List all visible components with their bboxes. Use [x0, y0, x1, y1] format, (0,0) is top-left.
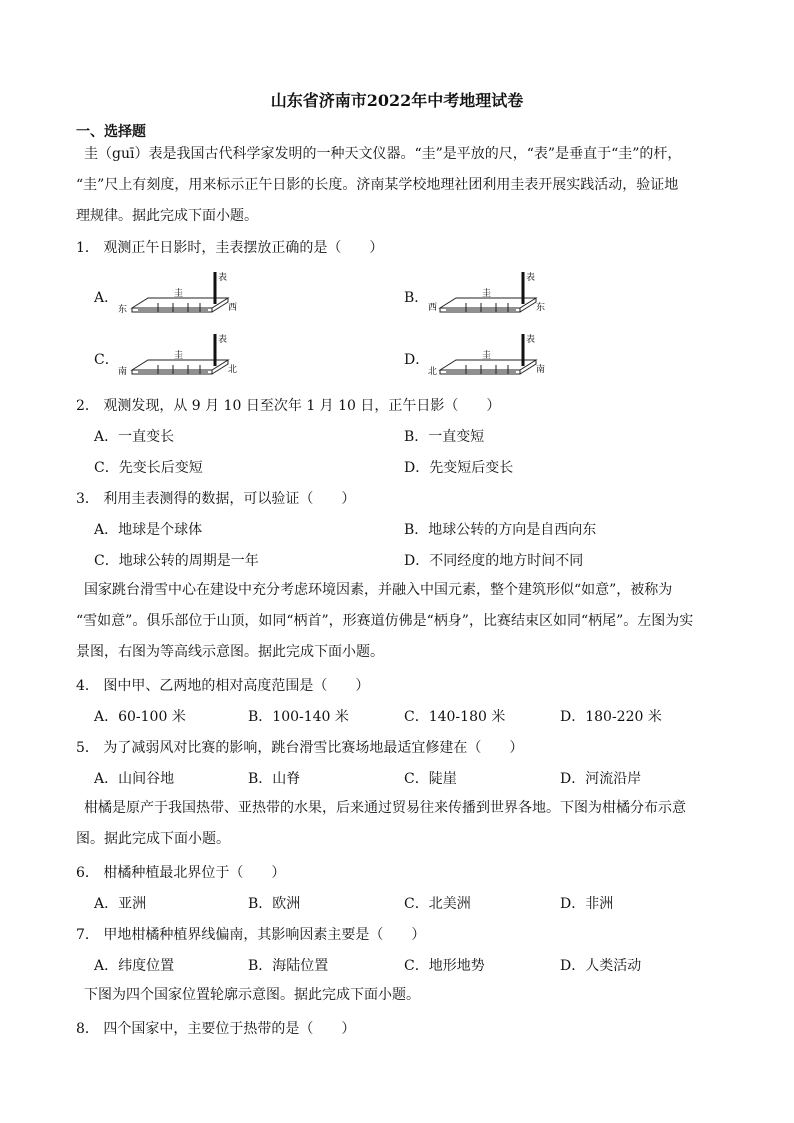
q1-d-left-dir: 北	[428, 367, 438, 377]
q1-b-biao-label: 表	[526, 273, 536, 283]
q1-option-d-diagram	[426, 330, 556, 386]
q4-option-d[interactable]: D．180-220 米	[560, 709, 662, 725]
q1-option-a-letter[interactable]: A．	[94, 290, 119, 306]
q7-option-d[interactable]: D．人类活动	[560, 958, 642, 974]
question-7-stem: 7． 甲地柑橘种植界线偏南，其影响因素主要是（ ）	[76, 927, 426, 943]
q2-option-a[interactable]: A．一直变长	[94, 429, 175, 445]
q1-a-right-dir: 西	[228, 303, 238, 313]
q4-option-a[interactable]: A．60-100 米	[94, 709, 186, 725]
q3-option-b[interactable]: B．地球公转的方向是自西向东	[404, 522, 597, 538]
q1-option-b-diagram	[426, 268, 556, 324]
q1-b-left-dir: 西	[428, 303, 438, 313]
section-heading: 一、选择题	[76, 124, 146, 140]
q1-c-left-dir: 南	[118, 367, 128, 377]
group3-intro	[76, 793, 736, 855]
q6-option-b[interactable]: B．欧洲	[248, 896, 301, 912]
group1-intro	[76, 139, 736, 232]
q6-option-d[interactable]: D．非洲	[560, 896, 614, 912]
q1-c-gui-label: 圭	[174, 351, 184, 361]
q1-option-b-letter[interactable]: B．	[404, 290, 429, 306]
q3-option-c[interactable]: C．地球公转的周期是一年	[94, 553, 259, 569]
q1-a-left-dir: 东	[118, 305, 128, 315]
q5-option-a[interactable]: A．山间谷地	[94, 771, 175, 787]
q1-c-biao-label: 表	[218, 335, 228, 345]
group2-intro-line: “雪如意”。俱乐部位于山顶，如同“柄首”，形赛道仿佛是“柄身”，比赛结束区如同“柄尾”。左图为实	[76, 613, 694, 629]
group3-intro-line: 柑橘是原产于我国热带、亚热带的水果，后来通过贸易往来传播到世界各地。下图为柑橘分布示意	[84, 800, 686, 816]
q6-option-c[interactable]: C．北美洲	[404, 896, 471, 912]
q1-a-gui-label: 圭	[174, 289, 184, 299]
page-title: 山东省济南市2022年中考地理试卷	[270, 91, 524, 110]
group1-intro-line: 圭（guī）表是我国古代科学家发明的一种天文仪器。“圭”是平放的尺，“表”是垂直于“圭”的杆，	[84, 146, 682, 162]
q1-d-biao-label: 表	[526, 335, 536, 345]
q1-b-gui-label: 圭	[482, 289, 492, 299]
group1-intro-line: “圭”尺上有刻度，用来标示正午日影的长度。济南某学校地理社团利用圭表开展实践活动，验证地	[76, 177, 679, 193]
q5-option-b[interactable]: B．山脊	[248, 771, 301, 787]
q1-a-biao-label: 表	[218, 273, 228, 283]
group4-intro-line: 下图为四个国家位置轮廓示意图。据此完成下面小题。	[84, 987, 420, 1003]
group1-intro-line: 理规律。据此完成下面小题。	[76, 208, 258, 224]
q1-c-right-dir: 北	[228, 365, 238, 375]
group2-intro-line: 景图，右图为等高线示意图。据此完成下面小题。	[76, 644, 384, 660]
question-1-stem: 1． 观测正午日影时，圭表摆放正确的是（ ）	[76, 240, 384, 256]
q1-option-a-diagram	[118, 268, 248, 324]
question-8-stem: 8． 四个国家中，主要位于热带的是（ ）	[76, 1021, 356, 1037]
q7-option-c[interactable]: C．地形地势	[404, 958, 485, 974]
question-5-stem: 5． 为了减弱风对比赛的影响，跳台滑雪比赛场地最适宜修建在（ ）	[76, 740, 524, 756]
q3-option-d[interactable]: D．不同经度的地方时间不同	[404, 553, 584, 569]
group2-intro	[76, 575, 736, 668]
group3-intro-line: 图。据此完成下面小题。	[76, 831, 230, 847]
question-4-stem: 4． 图中甲、乙两地的相对高度范围是（ ）	[76, 678, 370, 694]
q1-option-d-letter[interactable]: D．	[404, 352, 430, 368]
group4-intro	[76, 980, 736, 1011]
q1-option-c-diagram	[118, 330, 248, 386]
q2-option-b[interactable]: B．一直变短	[404, 429, 485, 445]
q4-option-c[interactable]: C．140-180 米	[404, 709, 506, 725]
question-3-stem: 3． 利用圭表测得的数据，可以验证（ ）	[76, 491, 356, 507]
question-2-stem: 2． 观测发现，从 9 月 10 日至次年 1 月 10 日，正午日影（ ）	[76, 398, 501, 414]
q1-b-right-dir: 东	[536, 303, 546, 313]
q3-option-a[interactable]: A．地球是个球体	[94, 522, 203, 538]
q1-option-c-letter[interactable]: C．	[94, 352, 119, 368]
q1-d-gui-label: 圭	[482, 351, 492, 361]
q5-option-c[interactable]: C．陡崖	[404, 771, 457, 787]
q4-option-b[interactable]: B．100-140 米	[248, 709, 349, 725]
q1-d-right-dir: 南	[536, 365, 546, 375]
question-6-stem: 6． 柑橘种植最北界位于（ ）	[76, 865, 286, 881]
q7-option-b[interactable]: B．海陆位置	[248, 958, 329, 974]
q6-option-a[interactable]: A．亚洲	[94, 896, 147, 912]
q7-option-a[interactable]: A．纬度位置	[94, 958, 175, 974]
q2-option-c[interactable]: C．先变长后变短	[94, 460, 203, 476]
q5-option-d[interactable]: D．河流沿岸	[560, 771, 642, 787]
q2-option-d[interactable]: D．先变短后变长	[404, 460, 514, 476]
group2-intro-line: 国家跳台滑雪中心在建设中充分考虑环境因素，并融入中国元素，整个建筑形似“如意”，被称为	[84, 582, 673, 598]
